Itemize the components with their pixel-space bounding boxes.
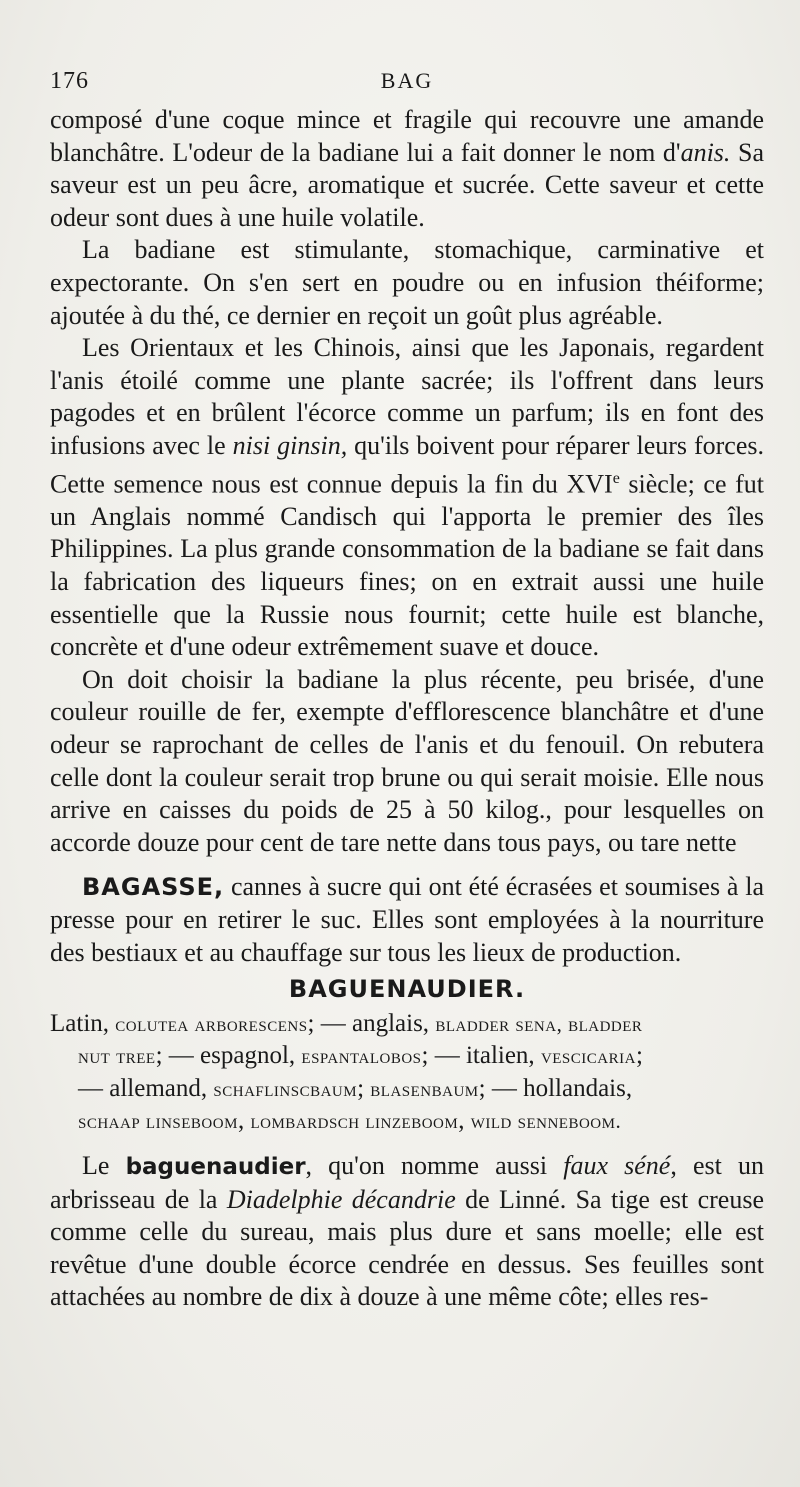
badiane-paragraph-4: On doit choisir la badiane la plus récente, peu brisée, d'une couleur rouille de fer, exempte d'efflorescence blanchâtre et d'une odeur se raprochant de celles de l'anis et du fenouil. On rebutera celle dont la couleur serait trop brune ou qui serait moisie. Elle nous arrive en caisses du poids de 25 à 50 kilog., pour lesquelles on accorde douze pour cent de tare nette dans tous pays, ou tare nette: [50, 664, 764, 857]
badiane-paragraph-2: La badiane est stimulante, stomachique, carminative et expectorante. On s'en sert en poudre ou en infusion théiforme; ajoutée à du thé, ce dernier en reçoit un goût plus agréable.: [50, 235, 764, 330]
badiane-paragraph-3: Les Orientaux et les Chinois, ainsi que les Japonais, regardent l'anis étoilé comme une plante sacrée; ils l'offrent dans leurs pagodes et en brûlent l'écorce comme un parfum; ils en font des infusions avec le nisi ginsin, qu'ils boivent pour réparer leurs forces. Cette semence nous est connue depuis la fin du XVIe siècle; ce fut un Anglais nommé Candisch qui l'apporta le premier des îles Philippines. La plus grande consommation de la badiane se fait dans la fabrication des liqueurs fines; on en extrait aussi une huile essentielle que la Russie nous fournit; cette huile est blanche, concrète et d'une odeur extrêmement suave et douce.: [50, 333, 764, 662]
badiane-paragraph-1: composé d'une coque mince et fragile qui recouvre une amande blanchâtre. L'odeur de la badiane lui a fait donner le nom d'anis. Sa saveur est un peu âcre, aromatique et sucrée. Cette saveur et cette odeur sont dues à une huile volatile.: [50, 105, 765, 232]
baguenaudier-heading: BAGUENAUDIER.: [288, 975, 526, 1004]
page-header: [50, 64, 764, 104]
baguenaudier-names: Latin, colutea arborescens; — anglais, bladder sena, bladder nut tree; — espagnol, espantalobos; — italien, vescicaria; — allemand, schaflinscbaum; blasenbaum; — hollandais, schaap linseboom, lombardsch linzeboom, wild senneboom.: [50, 1009, 643, 1135]
bagasse-entry: BAGASSE, cannes à sucre qui ont été écrasées et soumises à la presse pour en retirer le suc. Elles sont employées à la nourriture des bestiaux et au chauffage sur tous les lieux de production.: [50, 872, 764, 967]
baguenaudier-term: baguenaudier: [125, 1154, 306, 1181]
page-number: 176: [50, 68, 89, 94]
page-body: [50, 104, 764, 1314]
bagasse-term: BAGASSE,: [82, 873, 225, 902]
baguenaudier-paragraph: Le baguenaudier, qu'on nomme aussi faux séné, est un arbrisseau de la Diadelphie décandrie de Linné. Sa tige est creuse comme celle du sureau, mais plus dure et sans moelle; elle est revêtue d'une double écorce cendrée en dessus. Ses feuilles sont attachées au nombre de dix à douze à une même côte; elles res-: [50, 1151, 765, 1312]
running-head: BAG: [380, 68, 434, 93]
